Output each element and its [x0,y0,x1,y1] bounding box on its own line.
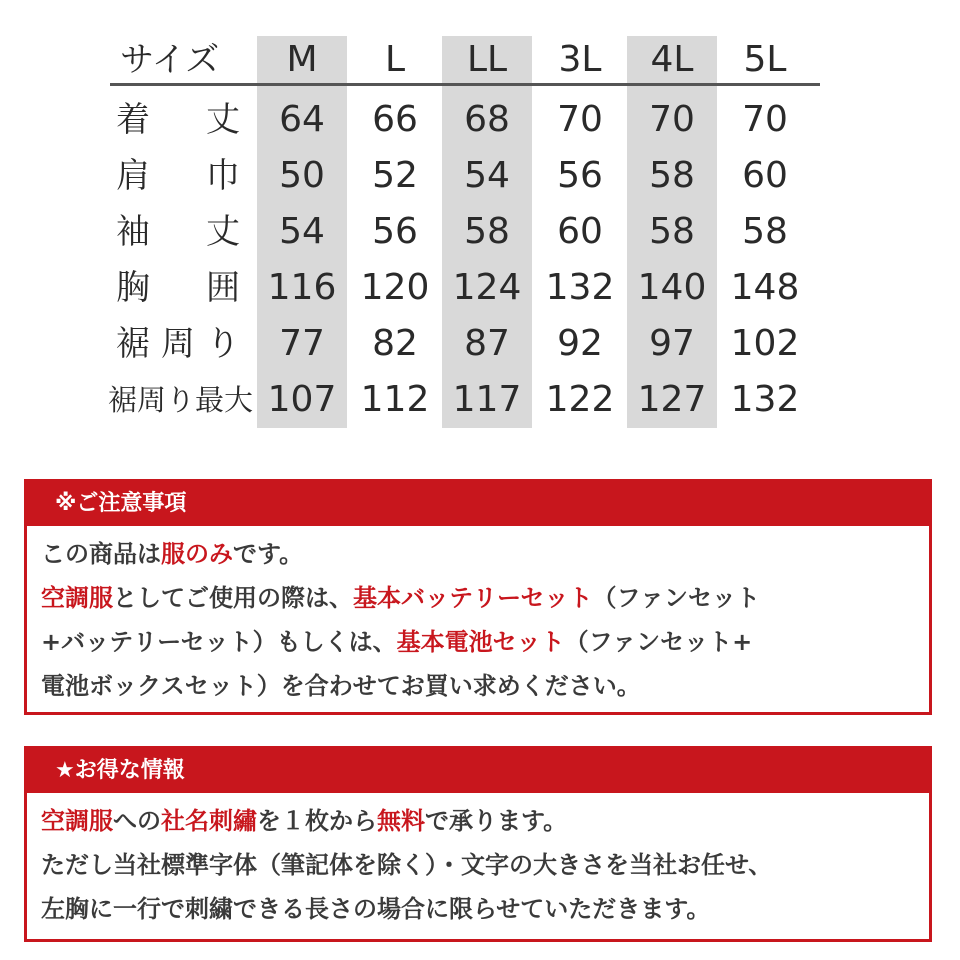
size-header-m: M [286,39,318,80]
info-title: ★お得な情報 [27,749,929,793]
info-line-2 [41,843,919,887]
size-header-label: サイズ [120,40,220,80]
row-label-hem-max: 裾周り最大 [108,383,254,417]
table-cell: 70 [742,99,788,140]
table-cell: 112 [360,379,430,420]
highlight-text: 基本電池セット [396,628,565,656]
text-span: ただし当社標準字体（筆記体を除く）・文字の大きさを当社お任せ、 [41,851,773,879]
table-cell: 56 [372,211,418,252]
table-cell: 97 [649,323,695,364]
table-cell: 68 [464,99,510,140]
table-cell: 87 [464,323,510,364]
row-label-sleeve: 袖 丈 [116,212,240,252]
size-table [0,0,960,440]
table-cell: 132 [545,267,615,308]
table-cell: 60 [742,155,788,196]
table-cell: 77 [279,323,325,364]
text-span: です。 [233,540,304,568]
caution-notice [24,479,932,715]
size-header-4l: 4L [650,39,694,80]
table-cell: 140 [637,267,707,308]
highlight-text: 基本バッテリーセット [353,584,593,612]
header-divider [110,83,820,86]
table-cell: 116 [267,267,337,308]
table-cell: 148 [730,267,800,308]
table-cell: 64 [279,99,325,140]
size-header-5l: 5L [743,39,787,80]
table-cell: 58 [742,211,788,252]
caution-line-3 [41,620,919,664]
table-cell: 54 [279,211,325,252]
table-cell: 122 [545,379,615,420]
table-cell: 102 [730,323,800,364]
text-span: この商品は [41,540,161,568]
text-span: への [113,807,161,835]
table-cell: 132 [730,379,800,420]
caution-title: ※ご注意事項 [27,482,929,526]
table-cell: 58 [649,155,695,196]
text-span: としてご使用の際は、 [113,584,353,612]
info-body [27,793,929,931]
text-span: 電池ボックスセット）を合わせてお買い求めください。 [41,672,641,700]
row-label-hem: 裾周り [116,324,240,364]
caution-body [27,526,929,708]
size-header-l: L [384,39,406,80]
table-cell: 82 [372,323,418,364]
table-cell: 117 [452,379,522,420]
table-cell: 60 [557,211,603,252]
info-line-1 [41,799,919,843]
table-cell: 70 [649,99,695,140]
highlight-text: 空調服 [41,584,113,612]
caution-line-1 [41,532,919,576]
text-span: を１枚から [257,807,377,835]
text-span: 左胸に一行で刺繍できる長さの場合に限らせていただきます。 [41,895,711,923]
table-cell: 58 [649,211,695,252]
info-line-3 [41,887,919,931]
text-span: （ファンセット+ [564,628,753,656]
table-cell: 107 [267,379,337,420]
table-cell: 124 [452,267,522,308]
highlight-text: 無料 [377,807,425,835]
text-span: で承ります。 [425,807,568,835]
table-cell: 54 [464,155,510,196]
size-header-3l: 3L [558,39,602,80]
table-cell: 66 [372,99,418,140]
table-cell: 50 [279,155,325,196]
row-label-chest: 胸 囲 [116,268,240,308]
table-cell: 92 [557,323,603,364]
highlight-text: 社名刺繡 [161,807,257,835]
highlight-text: 空調服 [41,807,113,835]
info-notice [24,746,932,942]
table-cell: 58 [464,211,510,252]
text-span: +バッテリーセット）もしくは、 [41,628,397,656]
table-cell: 56 [557,155,603,196]
table-cell: 120 [360,267,430,308]
table-cell: 127 [637,379,707,420]
caution-line-2 [41,576,919,620]
highlight-text: 服のみ [161,540,233,568]
table-cell: 52 [372,155,418,196]
caution-line-4 [41,664,919,708]
text-span: （ファンセット [592,584,761,612]
size-header-ll: LL [466,39,508,80]
table-cell: 70 [557,99,603,140]
row-label-shoulder: 肩 巾 [116,156,240,196]
row-label-length: 着 丈 [116,100,240,140]
